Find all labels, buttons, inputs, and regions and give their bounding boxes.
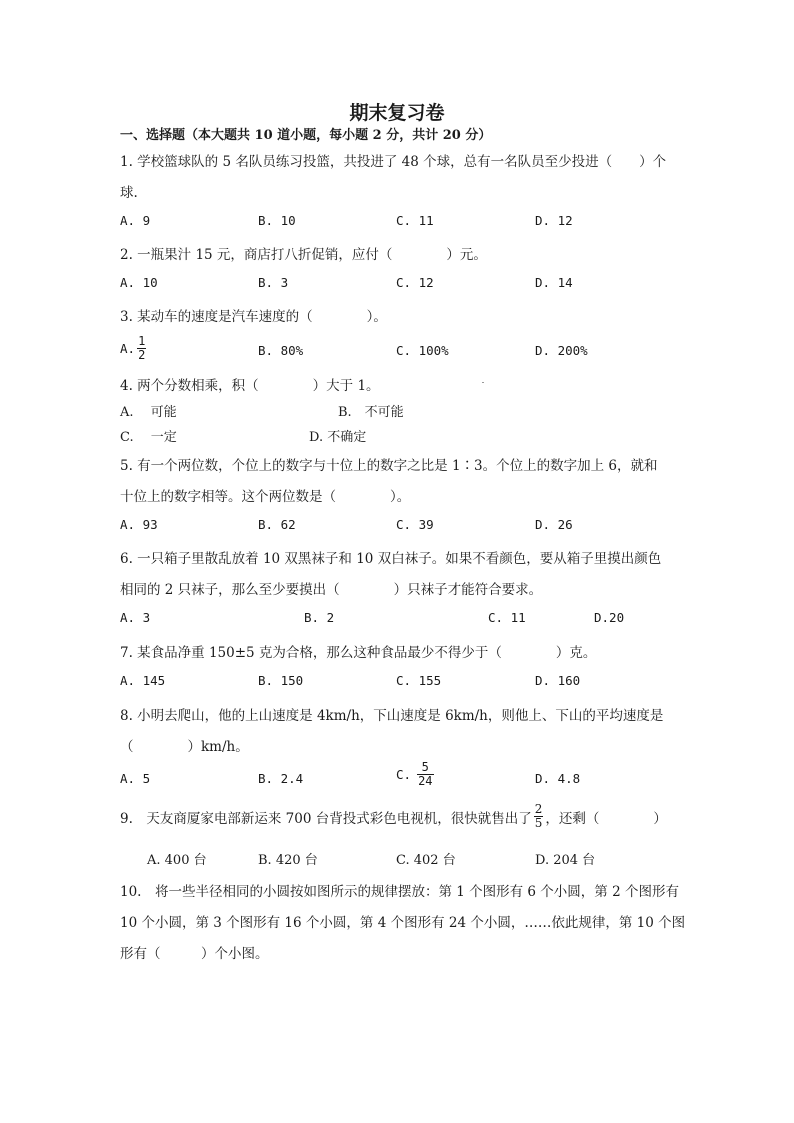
question-9-text-before: 9. 天友商厦家电部新运来 700 台背投式彩色电视机，很快就售出了 <box>120 810 532 827</box>
question-1-option-c: C. 11 <box>396 213 434 228</box>
question-8-option-a: A. 5 <box>120 771 151 786</box>
question-9-option-c: C. 402 台 <box>396 853 456 868</box>
question-8-line-2: （ ）km/h。 <box>120 739 249 755</box>
fraction-numerator: 5 <box>421 760 429 774</box>
question-4-option-c: C. 一定 <box>120 430 177 445</box>
page-title: 期末复习卷 <box>349 102 445 124</box>
fraction-one-half <box>137 335 146 362</box>
question-9-option-a: A. 400 台 <box>147 853 207 868</box>
question-10-line-2: 10 个小圆，第 3 个图形有 16 个小圆，第 4 个图形有 24 个小圆，……依此规律，第 10 个图 <box>120 915 686 931</box>
question-7-option-c: C. 155 <box>396 673 442 688</box>
question-6-line-1: 6. 一只箱子里散乱放着 10 双黑袜子和 10 双白袜子。如果不看颜色，要从箱子里摸出颜色 <box>120 551 662 567</box>
question-3-line-1: 3. 某动车的速度是汽车速度的（ ）。 <box>120 309 387 325</box>
question-1-line-1: 1. 学校篮球队的 5 名队员练习投篮，共投进了 48 个球，总有一名队员至少投进（ ）个 <box>120 154 667 170</box>
question-8-option-c <box>396 761 436 788</box>
question-10-line-3: 形有（ ）个小图。 <box>120 946 269 962</box>
question-1-option-d: D. 12 <box>535 213 573 228</box>
question-9-option-d: D. 204 台 <box>535 853 596 868</box>
question-8-line-1: 8. 小明去爬山，他的上山速度是 4km/h，下山速度是 6km/h，则他上、下山的平均速度是 <box>120 708 664 724</box>
question-6-option-c: C. 11 <box>488 610 526 625</box>
fraction-five-twentyfourths <box>417 761 433 788</box>
question-9-text-after: ，还剩（ ） <box>545 810 667 827</box>
question-5-option-a: A. 93 <box>120 517 158 532</box>
fraction-denominator: 2 <box>138 348 146 362</box>
question-3-option-c: C. 100% <box>396 343 449 358</box>
speck-mark <box>482 382 484 383</box>
question-8-option-d: D. 4.8 <box>535 771 581 786</box>
question-9-option-b: B. 420 台 <box>258 853 318 868</box>
question-6-option-a: A. 3 <box>120 610 151 625</box>
question-3-option-d: D. 200% <box>535 343 588 358</box>
question-2-option-b: B. 3 <box>258 275 289 290</box>
question-2-line-1: 2. 一瓶果汁 15 元，商店打八折促销，应付（ ）元。 <box>120 247 487 263</box>
fraction-numerator: 1 <box>138 334 146 348</box>
question-7-option-b: B. 150 <box>258 673 304 688</box>
question-6-option-b: B. 2 <box>304 610 335 625</box>
fraction-denominator: 24 <box>418 774 433 788</box>
fraction-numerator: 2 <box>534 802 543 816</box>
question-4-option-d: D. 不确定 <box>309 430 367 445</box>
question-8-option-b: B. 2.4 <box>258 771 304 786</box>
question-4-line-1: 4. 两个分数相乘，积（ ）大于 1。 <box>120 378 380 394</box>
question-5-option-c: C. 39 <box>396 517 434 532</box>
fraction-denominator: 5 <box>534 816 543 830</box>
question-2-option-c: C. 12 <box>396 275 434 290</box>
question-5-option-d: D. 26 <box>535 517 573 532</box>
question-7-option-a: A. 145 <box>120 673 166 688</box>
question-9-line-1 <box>120 803 667 830</box>
question-6-line-2: 相同的 2 只袜子，那么至少要摸出（ ）只袜子才能符合要求。 <box>120 582 543 598</box>
section-heading: 一、选择题（本大题共 10 道小题，每小题 2 分，共计 20 分） <box>120 128 492 143</box>
question-7-line-1: 7. 某食品净重 150±5 克为合格，那么这种食品最少不得少于（ ）克。 <box>120 645 597 661</box>
question-1-option-a: A. 9 <box>120 213 151 228</box>
option-a-prefix: A. <box>120 341 136 356</box>
question-2-option-a: A. 10 <box>120 275 158 290</box>
question-3-option-b: B. 80% <box>258 343 304 358</box>
question-2-option-d: D. 14 <box>535 275 573 290</box>
question-1-option-b: B. 10 <box>258 213 296 228</box>
question-4-option-b: B. 不可能 <box>338 405 404 420</box>
question-3-option-a <box>120 335 148 362</box>
question-4-option-a: A. 可能 <box>120 405 177 420</box>
option-c-prefix: C. <box>396 767 412 782</box>
question-7-option-d: D. 160 <box>535 673 581 688</box>
fraction-two-fifths <box>534 803 544 830</box>
question-5-option-b: B. 62 <box>258 517 296 532</box>
question-5-line-2: 十位上的数字相等。这个两位数是（ ）。 <box>120 489 411 505</box>
question-6-option-d: D.20 <box>594 610 625 625</box>
question-1-line-2: 球. <box>120 185 138 201</box>
question-10-line-1: 10. 将一些半径相同的小圆按如图所示的规律摆放：第 1 个图形有 6 个小圆，第 2 个图形有 <box>120 884 679 900</box>
question-5-line-1: 5. 有一个两位数，个位上的数字与十位上的数字之比是 1∶3。个位上的数字加上 6，就和 <box>120 458 658 474</box>
